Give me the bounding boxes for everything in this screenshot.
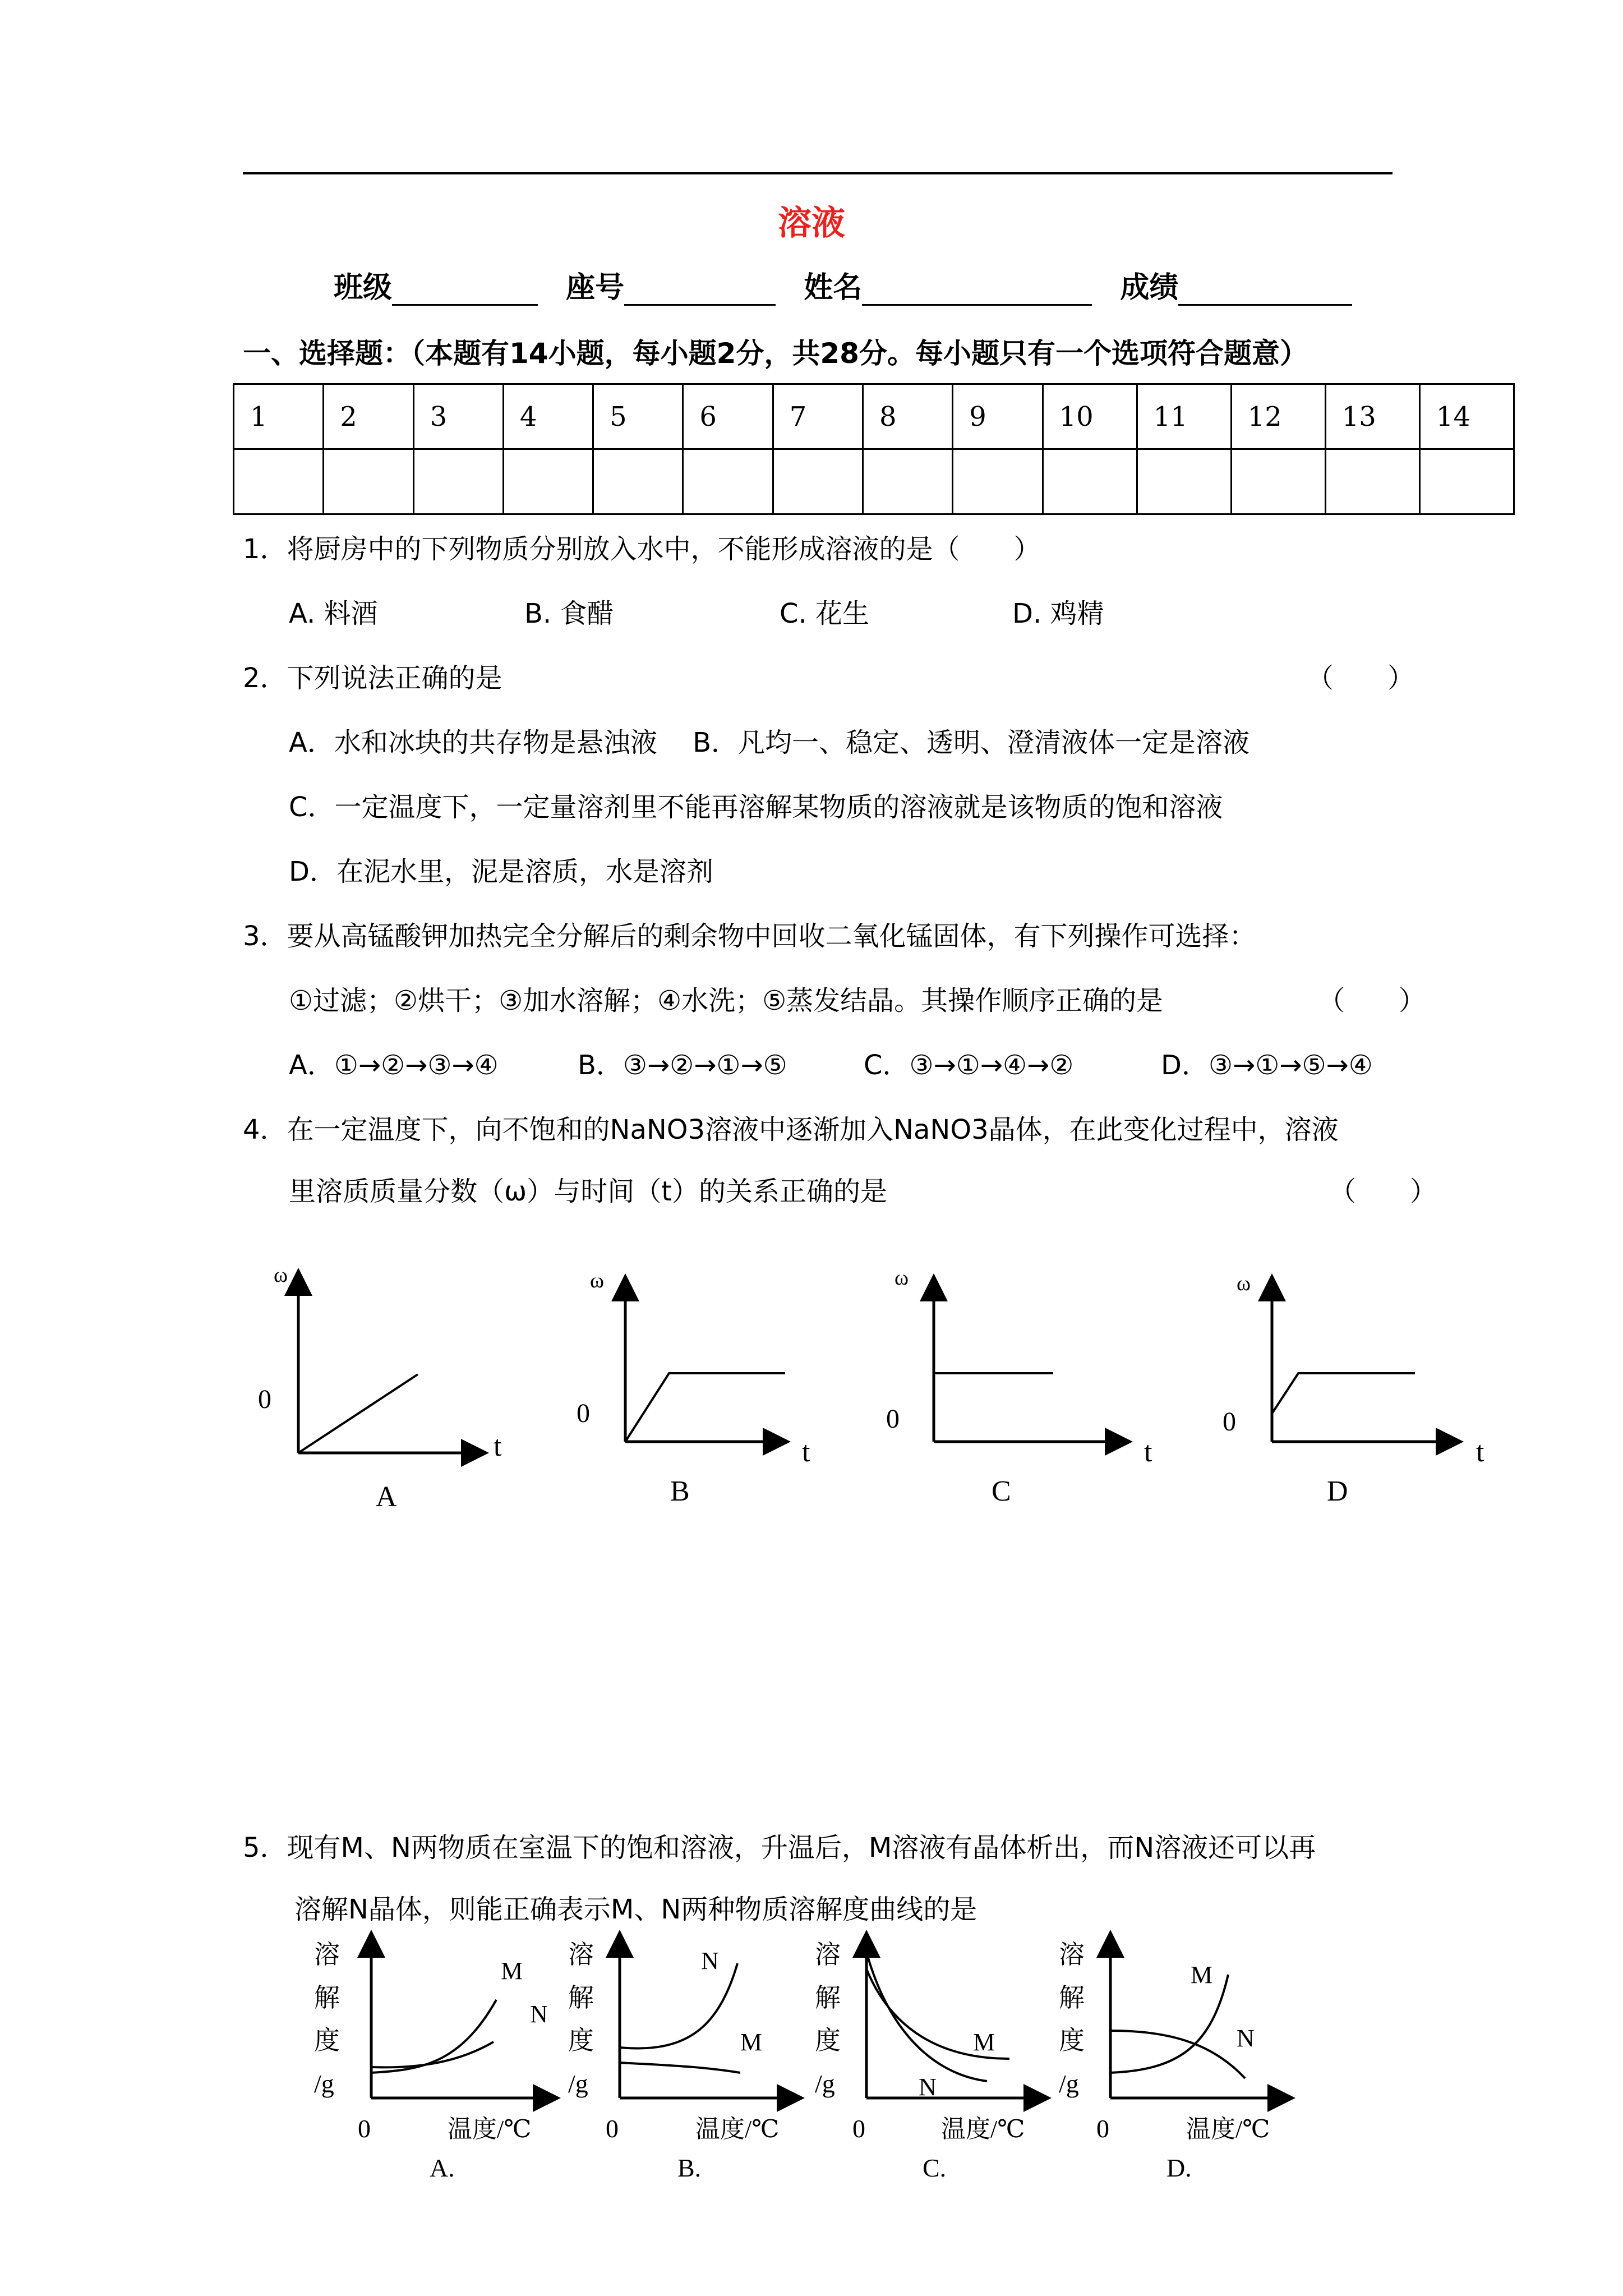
answer-number: 4: [503, 384, 593, 449]
answer-number: 1: [234, 384, 324, 449]
q4-graph-a[interactable]: [258, 1263, 502, 1513]
q5-graphs: [314, 1930, 1324, 2188]
answer-number: 11: [1137, 384, 1231, 449]
q4-c-origin: 0: [886, 1404, 900, 1434]
q2-option-ab: A．水和冰块的共存物是悬浊液 B．凡均一、稳定、透明、澄清液体一定是溶液: [289, 727, 1250, 758]
q5-d-label: D.: [1166, 2154, 1192, 2182]
top-rule: [243, 172, 1393, 174]
answer-number-row: [234, 384, 1514, 449]
q5-c-n-label: N: [919, 2073, 937, 2101]
q5-c-x-label: 温度/℃: [941, 2115, 1025, 2143]
name-blank[interactable]: [862, 276, 1092, 306]
q5-stem: 5．现有M、N两物质在室温下的饱和溶液，升温后，M溶液有晶体析出，而N溶液还可以再: [243, 1832, 1316, 1864]
q4-c-label: C: [992, 1475, 1011, 1507]
q5-d-y-2: 解: [1059, 1984, 1085, 2012]
q5-c-y-2: 解: [815, 1984, 841, 2012]
q5-a-origin: 0: [358, 2114, 371, 2143]
section-heading: 一、选择题：（本题有14小题，每小题2分，共28分。每小题只有一个选项符合题意）: [243, 337, 1308, 370]
score-blank[interactable]: [1178, 276, 1352, 306]
answer-number: 3: [413, 384, 503, 449]
answer-number: 8: [863, 384, 952, 449]
q4-line2: 里溶质质量分数（ω）与时间（t）的关系正确的是: [289, 1176, 888, 1207]
q5-b-m-label: M: [740, 2028, 763, 2056]
answer-cell[interactable]: [1137, 449, 1231, 514]
q5-a-x-label: 温度/℃: [448, 2115, 532, 2143]
q1-stem: 1．将厨房中的下列物质分别放入水中，不能形成溶液的是（ ）: [243, 533, 1041, 565]
q5-b-x-label: 温度/℃: [695, 2115, 780, 2143]
q5-b-y-1: 溶: [568, 1940, 594, 1969]
q5-c-y-4: /g: [815, 2069, 835, 2098]
q5-a-y-1: 溶: [314, 1940, 340, 1969]
q2-answer-bracket: （ ）: [1307, 662, 1415, 694]
q2-option-c: C．一定温度下，一定量溶剂里不能再溶解某物质的溶液就是该物质的饱和溶液: [289, 792, 1223, 823]
score-label: 成绩: [1120, 271, 1179, 305]
q3-option-c: C．③→①→④→②: [864, 1050, 1074, 1081]
answer-cell[interactable]: [953, 449, 1043, 514]
class-blank[interactable]: [392, 276, 538, 306]
q2-stem: 2．下列说法正确的是: [243, 662, 502, 694]
q4-graph-d[interactable]: [1223, 1272, 1484, 1507]
q5-d-origin: 0: [1096, 2114, 1109, 2143]
q4-d-y-label: ω: [1237, 1272, 1251, 1295]
q4-d-curve: [1272, 1373, 1415, 1414]
q4-graph-c[interactable]: [886, 1266, 1152, 1507]
answer-number: 13: [1325, 384, 1419, 449]
answer-number: 9: [953, 384, 1043, 449]
q1-option-d: D. 鸡精: [1012, 598, 1104, 629]
q5-graph-d[interactable]: [1059, 1935, 1290, 2182]
q5-a-y-4: /g: [314, 2069, 334, 2098]
q5-d-n-label: N: [1237, 2024, 1255, 2052]
answer-cell[interactable]: [234, 449, 324, 514]
q5-c-m-label: M: [973, 2028, 995, 2056]
answer-number: 5: [593, 384, 683, 449]
answer-table: [233, 383, 1515, 515]
q5-line2: 溶解N晶体，则能正确表示M、N两种物质溶解度曲线的是: [294, 1894, 978, 1925]
q3-answer-bracket: （ ）: [1318, 985, 1426, 1016]
q5-b-curve-m: [620, 2063, 740, 2073]
q4-b-x-label: t: [802, 1436, 810, 1468]
q5-b-origin: 0: [606, 2114, 619, 2143]
q5-graph-a[interactable]: [314, 1935, 555, 2182]
q5-a-curve-m: [371, 2000, 496, 2073]
answer-cell[interactable]: [1043, 449, 1137, 514]
q3-option-b: B．③→②→①→⑤: [578, 1050, 787, 1081]
q4-a-y-label: ω: [274, 1263, 288, 1287]
q5-c-origin: 0: [852, 2114, 865, 2143]
q4-b-y-label: ω: [590, 1269, 605, 1292]
answer-cell[interactable]: [1231, 449, 1325, 514]
q4-stem: 4．在一定温度下，向不饱和的NaNO3溶液中逐渐加入NaNO3晶体，在此变化过程中，溶液: [243, 1114, 1339, 1145]
q4-c-x-label: t: [1144, 1436, 1152, 1468]
q4-a-label: A: [376, 1481, 397, 1513]
answer-cell[interactable]: [324, 449, 413, 514]
answer-blank-row: [234, 449, 1514, 514]
answer-cell[interactable]: [683, 449, 773, 514]
answer-number: 7: [773, 384, 863, 449]
answer-cell[interactable]: [773, 449, 863, 514]
answer-number: 10: [1043, 384, 1137, 449]
q5-a-curve-n: [371, 2042, 494, 2067]
q1-option-c: C. 花生: [780, 598, 870, 629]
q4-d-origin: 0: [1223, 1407, 1236, 1437]
q3-stem: 3．要从高锰酸钾加热完全分解后的剩余物中回收二氧化锰固体，有下列操作可选择：: [243, 921, 1256, 952]
answer-cell[interactable]: [593, 449, 683, 514]
q4-c-y-label: ω: [895, 1266, 909, 1290]
seat-blank[interactable]: [624, 276, 776, 306]
q5-c-y-1: 溶: [815, 1940, 841, 1969]
q4-b-label: B: [670, 1475, 690, 1507]
name-label: 姓名: [804, 271, 863, 305]
q5-b-y-4: /g: [568, 2069, 588, 2098]
q5-a-label: A.: [430, 2154, 455, 2182]
q5-a-n-label: N: [530, 2000, 548, 2028]
answer-cell[interactable]: [863, 449, 952, 514]
q5-c-label: C.: [923, 2154, 947, 2182]
q5-b-y-2: 解: [568, 1984, 594, 2012]
q4-d-x-label: t: [1476, 1436, 1484, 1468]
q5-b-curve-n: [620, 1963, 737, 2048]
q4-answer-bracket: （ ）: [1329, 1176, 1437, 1207]
q2-option-d: D．在泥水里，泥是溶质，水是溶剂: [289, 856, 713, 887]
student-info-fields: [334, 264, 1370, 306]
q5-a-y-3: 度: [314, 2026, 340, 2055]
q5-c-y-3: 度: [815, 2026, 841, 2055]
answer-number: 12: [1231, 384, 1325, 449]
q5-b-n-label: N: [701, 1947, 719, 1975]
q5-d-y-3: 度: [1059, 2026, 1085, 2055]
answer-number: 6: [683, 384, 773, 449]
q4-a-x-label: t: [494, 1430, 502, 1462]
q3-option-a: A．①→②→③→④: [289, 1050, 499, 1081]
q5-b-label: B.: [677, 2154, 702, 2182]
q5-a-y-2: 解: [314, 1984, 340, 2012]
q4-b-origin: 0: [577, 1398, 590, 1428]
q4-b-curve: [625, 1373, 785, 1442]
q1-option-a: A. 料酒: [289, 598, 378, 629]
q5-d-y-4: /g: [1059, 2069, 1079, 2098]
q3-option-d: D．③→①→⑤→④: [1161, 1050, 1373, 1081]
q4-a-curve: [298, 1374, 418, 1453]
q4-a-origin: 0: [258, 1384, 271, 1414]
q3-line2: ①过滤；②烘干；③加水溶解；④水洗；⑤蒸发结晶。其操作顺序正确的是: [289, 985, 1164, 1016]
q5-d-curve-m: [1110, 1975, 1228, 2073]
q1-option-b: B. 食醋: [524, 598, 614, 629]
seat-label: 座号: [566, 271, 625, 305]
q5-b-y-3: 度: [568, 2026, 594, 2055]
answer-cell[interactable]: [1325, 449, 1419, 514]
answer-cell[interactable]: [1419, 449, 1514, 514]
class-label: 班级: [334, 271, 393, 305]
q5-graph-c[interactable]: [815, 1935, 1046, 2182]
q5-d-x-label: 温度/℃: [1186, 2115, 1270, 2143]
q5-a-m-label: M: [501, 1957, 523, 1985]
answer-cell[interactable]: [503, 449, 593, 514]
q4-d-label: D: [1327, 1475, 1348, 1507]
q4-graphs: [224, 1262, 1514, 1531]
answer-number: 14: [1419, 384, 1514, 449]
answer-number: 2: [324, 384, 413, 449]
q5-c-curve-n: [866, 1952, 987, 2081]
page-title: 溶液: [778, 204, 845, 243]
answer-cell[interactable]: [413, 449, 503, 514]
q5-d-m-label: M: [1191, 1961, 1213, 1989]
q5-graph-b[interactable]: [568, 1935, 799, 2182]
q5-d-y-1: 溶: [1059, 1940, 1085, 1969]
q4-graph-b[interactable]: [577, 1269, 810, 1507]
